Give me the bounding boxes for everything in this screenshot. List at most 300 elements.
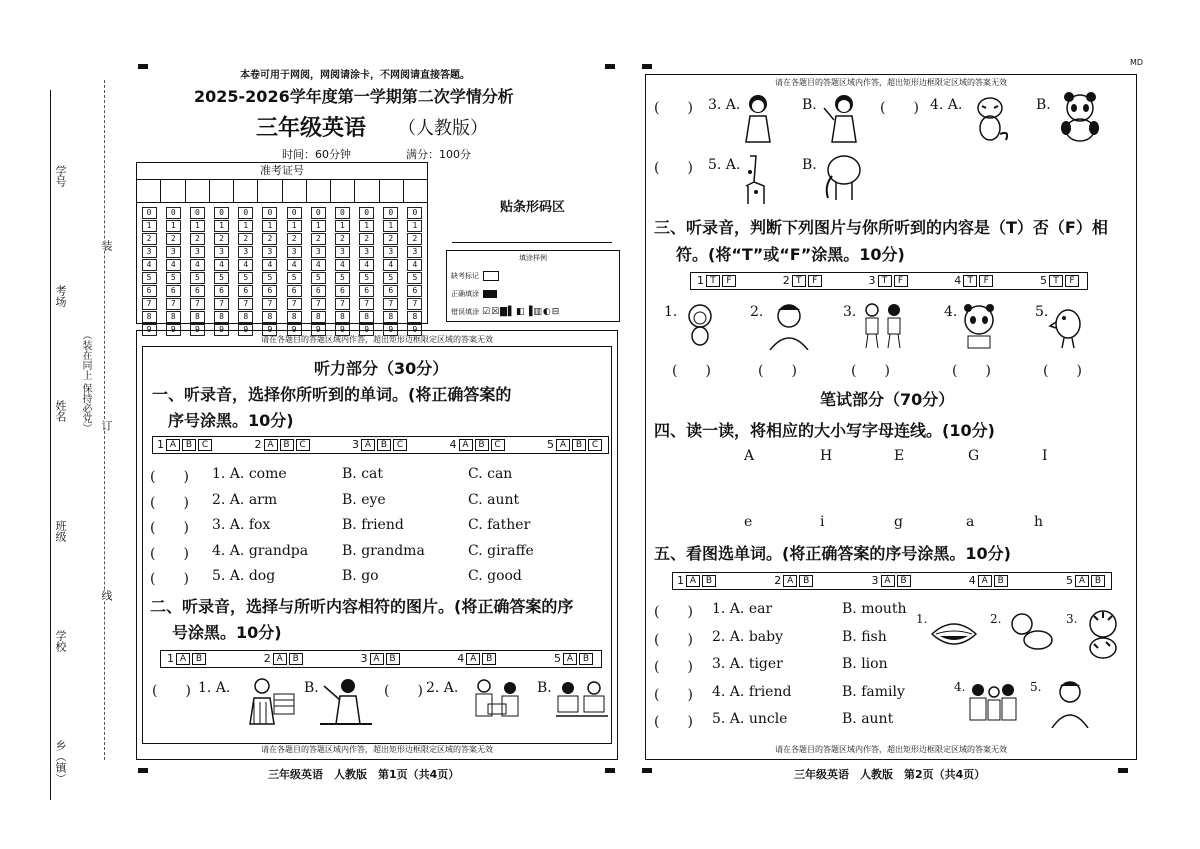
s2-item-2b: B. [537,680,552,696]
exam-id-digit-bubble[interactable]: 7 [407,298,422,310]
answer-bubble-group [167,652,208,665]
option-bubble[interactable]: A [273,653,287,665]
exam-id-digit-bubble[interactable]: 2 [190,233,205,245]
boundary-note-right-bottom: 请在各题目的答题区域内作答，超出矩形边框限定区域的答案无效 [775,745,1007,754]
exam-id-write-cell[interactable] [380,180,404,202]
answer-paren[interactable]: ( ) [1043,363,1082,379]
binding-cut-xian: 线 [100,590,113,601]
exam-id-digit-bubble[interactable]: 0 [335,207,350,219]
option-bubble[interactable]: A [264,439,278,451]
exam-id-digit-bubble[interactable]: 1 [190,220,205,232]
exam-id-digit-bubble[interactable]: 9 [359,324,374,336]
exam-id-digit-bubble[interactable]: 0 [287,207,302,219]
exam-id-digit-bubble[interactable]: 1 [142,220,157,232]
exam-id-digit-column [161,207,185,337]
answer-paren[interactable]: ( ) [654,659,693,675]
exam-id-digit-bubble[interactable]: 4 [142,259,157,271]
lowercase-letter: g [894,514,903,530]
exam-id-digit-bubble[interactable]: 9 [262,324,277,336]
s4-line: 四、读一读，将相应的大小写字母连线。(10分) [654,421,995,440]
footer-right: 三年级英语 人教版 第2页（共4页） [794,768,986,781]
exam-id-write-cell[interactable] [355,180,379,202]
option-bubble[interactable]: B [1091,575,1105,587]
exam-id-digit-bubble[interactable]: 5 [262,272,277,284]
baby-image [1004,610,1054,654]
exam-id-digit-bubble[interactable]: 4 [287,259,302,271]
exam-id-digit-bubble[interactable]: 5 [407,272,422,284]
option-bubble[interactable]: F [1065,275,1079,287]
exam-id-digit-bubble[interactable]: 6 [214,285,229,297]
exam-id-write-cell[interactable] [137,180,161,202]
s3-line1: 三、听录音，判断下列图片与你所听到的内容是（T）否（F）相 [654,218,1108,237]
option-bubble[interactable]: T [1049,275,1063,287]
exam-id-digit-bubble[interactable]: 8 [407,311,422,323]
picture-number: 4. [944,304,958,320]
exam-id-digit-bubble[interactable]: 7 [262,298,277,310]
option-bubble[interactable]: A [686,575,700,587]
exam-id-digit-bubble[interactable]: 4 [335,259,350,271]
reg-mark [138,768,148,773]
s5-bubble-bar [672,572,1112,590]
exam-id-digit-bubble[interactable]: 7 [335,298,350,310]
exam-id-digit-bubble[interactable]: 2 [383,233,398,245]
exam-id-digit-bubble[interactable]: 0 [190,207,205,219]
option-bubble[interactable]: B [192,653,206,665]
exam-id-digit-bubble[interactable]: 8 [190,311,205,323]
exam-id-digit-bubble[interactable]: 3 [142,246,157,258]
exam-id-digit-bubble[interactable]: 9 [335,324,350,336]
exam-id-digit-bubble[interactable]: 1 [287,220,302,232]
option-bubble[interactable]: B [702,575,716,587]
reg-mark [1118,768,1128,773]
option-bubble[interactable]: C [198,439,212,451]
picture-number: 2. [990,612,1002,626]
option-bubble[interactable]: A [1075,575,1089,587]
picture-number: 4. [954,680,966,694]
exam-id-digit-bubble[interactable]: 4 [190,259,205,271]
option-b: B. grandma [342,542,425,559]
option-bubble[interactable]: A [370,653,384,665]
exam-id-write-cell[interactable] [161,180,185,202]
option-bubble[interactable]: B [994,575,1008,587]
exam-id-digit-bubble[interactable]: 7 [311,298,326,310]
exam-id-digit-bubble[interactable]: 6 [262,285,277,297]
exam-id-digit-bubble[interactable]: 4 [383,259,398,271]
exam-id-write-cell[interactable] [210,180,234,202]
exam-id-digit-bubble[interactable]: 8 [335,311,350,323]
option-bubble[interactable]: A [166,439,180,451]
option-bubble[interactable]: B [897,575,911,587]
exam-id-digit-bubble[interactable]: 3 [238,246,253,258]
fill-sample-box [446,250,620,322]
s2-line2: 号涂黑。10分) [172,623,282,642]
wrong-label: 错误填涂 [451,308,479,316]
exam-id-digit-bubble[interactable]: 9 [311,324,326,336]
option-bubble[interactable]: B [799,575,813,587]
exam-id-digit-column [185,207,209,337]
exam-id-digit-bubble[interactable]: 8 [383,311,398,323]
exam-id-digit-column [330,207,354,337]
option-c: C. can [468,466,513,482]
picture-number: 3. [843,304,857,320]
children-image [858,300,908,350]
elephant-image [818,152,864,202]
exam-id-digit-bubble[interactable]: 5 [383,272,398,284]
option-bubble[interactable]: F [722,275,736,287]
exam-id-digit-bubble[interactable]: 1 [262,220,277,232]
exam-id-digit-bubble[interactable]: 3 [311,246,326,258]
exam-id-digit-bubble[interactable]: 5 [359,272,374,284]
exam-id-digit-bubble[interactable]: 0 [407,207,422,219]
question-number: 5 [1066,574,1073,587]
exam-id-digit-bubble[interactable]: 0 [311,207,326,219]
exam-id-digit-bubble[interactable]: 5 [142,272,157,284]
red-panda-image [970,94,1010,142]
reg-mark [642,64,652,69]
answer-paren[interactable]: ( ) [654,714,693,730]
exam-id-digit-bubble[interactable]: 6 [238,285,253,297]
exam-id-write-cell[interactable] [307,180,331,202]
exam-id-digit-bubble[interactable]: 2 [214,233,229,245]
exam-id-digit-bubble[interactable]: 8 [238,311,253,323]
s3-bubble-bar [690,272,1088,290]
answer-paren[interactable]: ( ) [851,363,890,379]
exam-id-digit-bubble[interactable]: 0 [262,207,277,219]
exam-id-digit-bubble[interactable]: 8 [214,311,229,323]
option-bubble[interactable]: A [459,439,473,451]
exam-id-digit-bubble[interactable]: 0 [142,207,157,219]
exam-id-write-cell[interactable] [258,180,282,202]
exam-id-digit-bubble[interactable]: 9 [190,324,205,336]
exam-id-write-cell[interactable] [331,180,355,202]
s2-paren-2[interactable]: ( ) [384,683,423,699]
panda-image [1056,92,1104,142]
answer-paren[interactable]: ( ) [150,520,189,536]
exam-id-digit-bubble[interactable]: 3 [190,246,205,258]
exam-id-digit-bubble[interactable]: 4 [359,259,374,271]
picture-number: 2. [750,304,764,320]
s2-item-3b: B. [802,97,817,113]
answer-paren[interactable]: ( ) [654,686,693,703]
exam-id-digit-bubble[interactable]: 9 [166,324,181,336]
exam-id-digit-bubble[interactable]: 9 [383,324,398,336]
s2-paren-1[interactable]: ( ) [152,683,191,699]
answer-paren[interactable]: ( ) [654,631,693,648]
footer-left: 三年级英语 人教版 第1页（共4页） [268,768,460,781]
exam-id-digit-bubble[interactable]: 5 [335,272,350,284]
boundary-note-bottom: 请在各题目的答题区域内作答，超出矩形边框限定区域的答案无效 [261,745,493,754]
exam-id-digit-bubble[interactable]: 2 [335,233,350,245]
answer-bubble-group [255,438,312,451]
s2-item-1b: B. [304,680,319,696]
exam-id-digit-bubble[interactable]: 8 [287,311,302,323]
option-b: B. fish [842,628,887,645]
exam-id-digit-bubble[interactable]: 2 [407,233,422,245]
option-bubble[interactable]: T [963,275,977,287]
s2-item-5b: B. [802,157,817,173]
exam-id-digit-bubble[interactable]: 5 [238,272,253,284]
option-bubble[interactable]: F [979,275,993,287]
binding-line [50,90,51,800]
exam-id-digit-bubble[interactable]: 4 [311,259,326,271]
exam-id-digit-bubble[interactable]: 1 [383,220,398,232]
answer-paren[interactable]: ( ) [654,604,693,620]
exam-id-write-cell[interactable] [234,180,258,202]
option-c: C. father [468,517,531,533]
option-bubble[interactable]: T [878,275,892,287]
question-number: 1 [167,652,174,665]
option-b: B. mouth [842,601,907,617]
option-bubble[interactable]: B [386,653,400,665]
exam-id-digit-bubble[interactable]: 3 [166,246,181,258]
exam-id-digit-bubble[interactable]: 1 [335,220,350,232]
s2-paren-5[interactable]: ( ) [654,160,693,176]
s3-line2: 符。(将“T”或“F”涂黑。10分) [676,245,905,264]
exam-id-digit-bubble[interactable]: 7 [214,298,229,310]
option-bubble[interactable]: F [894,275,908,287]
exam-id-digit-bubble[interactable]: 3 [359,246,374,258]
option-bubble[interactable]: B [377,439,391,451]
exam-id-digit-bubble[interactable]: 7 [287,298,302,310]
question-number: 5 [1040,274,1047,287]
binding-label-class: 班级 [54,520,67,542]
question-number: 3 [352,438,359,451]
exam-id-digit-bubble[interactable]: 8 [311,311,326,323]
exam-id-digit-bubble[interactable]: 2 [359,233,374,245]
question-number: 2 [782,274,790,287]
exam-id-digit-bubble[interactable]: 2 [166,233,181,245]
exam-id-digit-bubble[interactable]: 9 [238,324,253,336]
exam-id-digit-bubble[interactable]: 2 [238,233,253,245]
correct-sample [483,290,497,298]
title-edition: （人教版） [398,118,488,139]
question-number: 3 [360,652,368,665]
answer-paren[interactable]: ( ) [758,363,797,379]
binding-note: （装在同上 保持必党） [80,330,91,434]
exam-id-digit-bubble[interactable]: 2 [311,233,326,245]
s2-paren-4[interactable]: ( ) [880,100,919,116]
exam-id-digit-bubble[interactable]: 3 [214,246,229,258]
exam-id-write-cell[interactable] [186,180,210,202]
lowercase-letter: h [1034,514,1044,530]
question-number: 1 [697,274,704,287]
exam-id-digit-bubble[interactable]: 1 [214,220,229,232]
option-bubble[interactable]: A [881,575,895,587]
exam-id-digit-bubble[interactable]: 6 [190,285,205,297]
exam-id-digit-bubble[interactable]: 7 [359,298,374,310]
exam-id-digit-bubble[interactable]: 5 [190,272,205,284]
binding-label-name: 姓名 [54,400,67,422]
s2-item-3a: 3. A. [708,97,741,113]
answer-paren[interactable]: ( ) [150,571,189,587]
exam-id-digit-bubble[interactable]: 3 [407,246,422,258]
exam-id-digit-bubble[interactable]: 1 [359,220,374,232]
option-bubble[interactable]: B [475,439,489,451]
binding-label-room: 考场 [54,285,67,307]
question-number: 2 [774,574,782,587]
s2-item-1a: 1. A. [198,680,231,696]
s5-bubbles [673,573,1111,588]
exam-id-digit-bubble[interactable]: 6 [335,285,350,297]
exam-id-digit-bubble[interactable]: 6 [383,285,398,297]
option-bubble[interactable]: A [783,575,797,587]
question-number: 1 [677,574,684,587]
uppercase-letter: E [894,448,905,464]
exam-id-digit-bubble[interactable]: 6 [359,285,374,297]
answer-paren[interactable]: ( ) [150,494,189,511]
uppercase-letter: H [820,448,833,464]
option-b: B. family [842,683,905,700]
answer-paren[interactable]: ( ) [952,363,991,379]
option-bubble[interactable]: T [706,275,720,287]
option-bubble[interactable]: C [491,439,505,451]
option-bubble[interactable]: A [466,653,480,665]
s2-item-4a: 4. A. [930,97,963,113]
exam-id-digit-bubble[interactable]: 2 [262,233,277,245]
exam-id-grid [136,162,428,334]
lowercase-letter: e [744,514,753,530]
exam-id-digit-bubble[interactable]: 7 [383,298,398,310]
option-bubble[interactable]: C [296,439,310,451]
exam-id-digit-bubble[interactable]: 8 [359,311,374,323]
option-a: 4. A. grandpa [212,542,309,559]
option-a: 2. A. arm [212,491,278,508]
exam-id-digit-bubble[interactable]: 6 [407,285,422,297]
exam-id-digit-bubble[interactable]: 7 [142,298,157,310]
option-bubble[interactable]: A [176,653,190,665]
exam-id-digit-bubble[interactable]: 0 [214,207,229,219]
option-bubble[interactable]: B [289,653,303,665]
picture-number: 1. [664,304,678,320]
exam-id-digit-bubble[interactable]: 9 [407,324,422,336]
exam-id-digit-bubble[interactable]: 5 [166,272,181,284]
exam-id-digit-bubble[interactable]: 7 [166,298,181,310]
exam-id-digit-bubble[interactable]: 2 [287,233,302,245]
teacher-man-image [240,676,296,726]
exam-id-digit-column [210,207,234,337]
option-bubble[interactable]: A [361,439,375,451]
option-bubble[interactable]: B [182,439,196,451]
answer-paren[interactable]: ( ) [672,363,711,379]
answer-bubble-group [352,438,409,451]
exam-id-digit-bubble[interactable]: 8 [166,311,181,323]
exam-id-digit-bubble[interactable]: 1 [238,220,253,232]
exam-id-digit-bubble[interactable]: 4 [238,259,253,271]
wrong-samples: ☑☒▇▌◧▐▥◐⊟ [482,307,561,317]
exam-id-digit-bubble[interactable]: 6 [287,285,302,297]
question-number: 3 [871,574,879,587]
answer-bubble-group [969,574,1010,587]
waving-girl-image [820,92,864,144]
exam-id-digit-bubble[interactable]: 3 [262,246,277,258]
exam-id-digit-bubble[interactable]: 3 [335,246,350,258]
option-bubble[interactable]: A [556,439,570,451]
answer-bubble-group [677,574,718,587]
option-bubble[interactable]: B [280,439,294,451]
reg-mark [138,64,148,69]
exam-id-digit-bubble[interactable]: 4 [166,259,181,271]
exam-id-digit-bubble[interactable]: 0 [166,207,181,219]
option-c: C. giraffe [468,542,534,559]
option-bubble[interactable]: A [978,575,992,587]
answer-bubble-group [783,274,824,287]
exam-id-digit-bubble[interactable]: 0 [238,207,253,219]
exam-id-digit-bubble[interactable]: 0 [383,207,398,219]
option-bubble[interactable]: B [579,653,593,665]
reg-mark [605,64,615,69]
fill-sample-title: 填涂样例 [519,254,547,262]
exam-id-digit-bubble[interactable]: 8 [142,311,157,323]
exam-id-digit-bubble[interactable]: 5 [287,272,302,284]
option-a: 5. A. dog [212,568,276,584]
question-number: 5 [554,652,561,665]
absent-box[interactable] [483,271,499,281]
answer-bubble-group [697,274,738,287]
option-b: B. friend [342,517,404,533]
absent-label: 缺考标记 [451,272,479,280]
exam-id-digit-bubble[interactable]: 1 [407,220,422,232]
exam-id-digit-bubble[interactable]: 9 [142,324,157,336]
lowercase-letter: i [820,514,825,530]
answer-paren[interactable]: ( ) [150,469,189,485]
exam-id-digit-bubble[interactable]: 3 [383,246,398,258]
exam-id-digit-column [379,207,403,337]
option-a: 3. A. fox [212,517,271,533]
exam-id-digit-bubble[interactable]: 7 [190,298,205,310]
question-number: 4 [457,652,465,665]
exam-id-digit-bubble[interactable]: 1 [166,220,181,232]
binding-label-township: 乡（镇） [54,740,67,784]
listening-title: 听力部分（30分） [314,359,449,378]
exam-id-digit-bubble[interactable]: 8 [262,311,277,323]
option-bubble[interactable]: C [588,439,602,451]
reg-mark [605,768,615,773]
s2-paren-3[interactable]: ( ) [654,100,693,116]
answer-paren[interactable]: ( ) [150,545,189,562]
picture-number: 3. [1066,612,1078,626]
exam-id-digit-bubble[interactable]: 1 [311,220,326,232]
written-title: 笔试部分（70分） [820,390,955,409]
exam-id-digit-bubble[interactable]: 3 [287,246,302,258]
exam-id-digit-bubble[interactable]: 6 [166,285,181,297]
header-note: 本卷可用于网阅，网阅请涂卡，不网阅请直接答题。 [240,70,470,81]
exam-id-digit-bubble[interactable]: 5 [311,272,326,284]
question-number: 3 [868,274,876,287]
exam-id-digit-bubble[interactable]: 4 [407,259,422,271]
option-bubble[interactable]: C [393,439,407,451]
exam-id-digit-bubble[interactable]: 5 [214,272,229,284]
exam-id-digit-bubble[interactable]: 6 [311,285,326,297]
exam-id-digit-bubble[interactable]: 9 [214,324,229,336]
option-bubble[interactable]: B [482,653,496,665]
option-bubble[interactable]: A [563,653,577,665]
exam-id-digit-bubble[interactable]: 7 [238,298,253,310]
exam-id-digit-bubble[interactable]: 0 [359,207,374,219]
option-bubble[interactable]: F [808,275,822,287]
question-number: 2 [263,652,271,665]
option-bubble[interactable]: B [572,439,586,451]
uppercase-letter: I [1042,448,1048,464]
exam-id-write-cell[interactable] [404,180,427,202]
exam-id-digit-bubble[interactable]: 4 [214,259,229,271]
exam-id-digit-bubble[interactable]: 2 [142,233,157,245]
option-a: 1. A. ear [712,601,773,617]
exam-id-write-cell[interactable] [283,180,307,202]
exam-id-digit-bubble[interactable]: 9 [287,324,302,336]
exam-id-digit-bubble[interactable]: 4 [262,259,277,271]
option-bubble[interactable]: T [792,275,806,287]
exam-id-digit-bubble[interactable]: 6 [142,285,157,297]
